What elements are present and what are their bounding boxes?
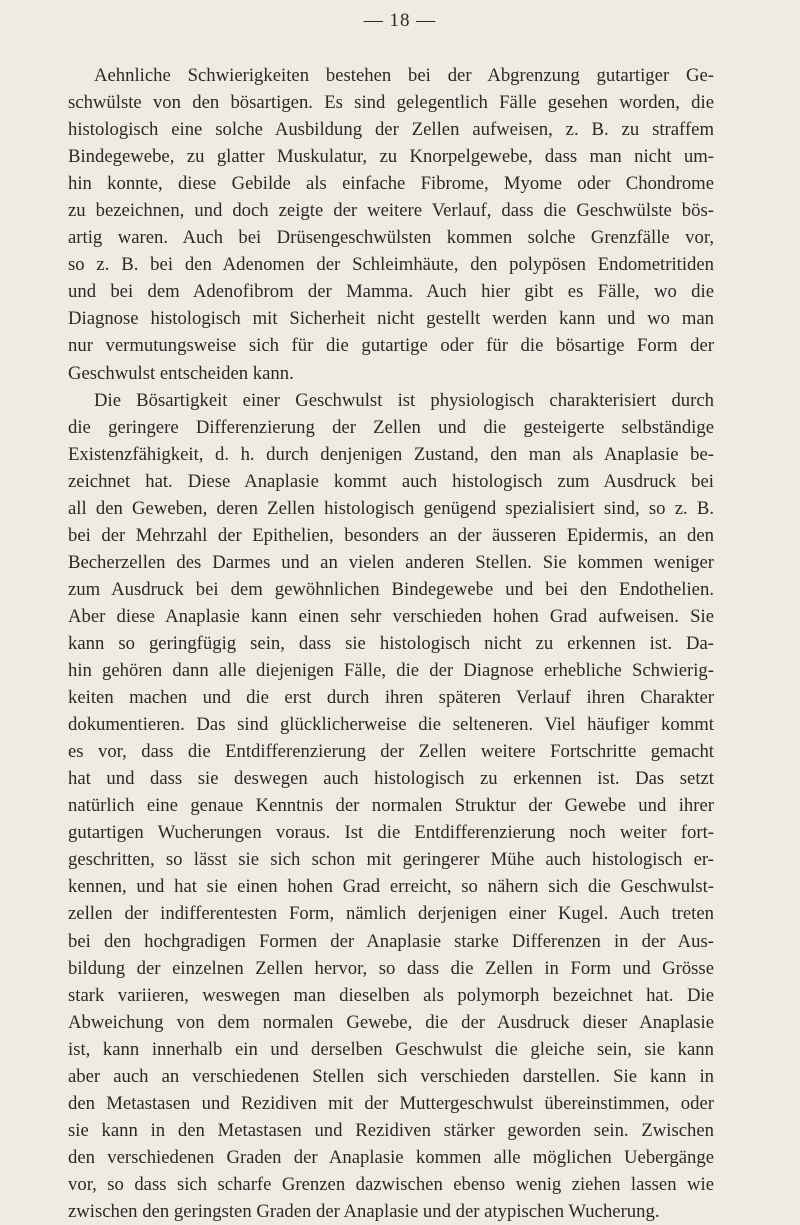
text-line: den Metastasen und Rezidiven mit der Muttergeschwulst übereinstimmen, oder	[68, 1092, 714, 1114]
paragraph	[68, 62, 714, 387]
text-line: zeichnet hat. Diese Anaplasie kommt auch histologisch zum Ausdruck bei	[68, 470, 714, 492]
page-number: — 18 —	[363, 10, 437, 31]
text-line: nur vermutungsweise sich für die gutartige oder für die bösartige Form der	[68, 335, 714, 357]
text-line: kann so geringfügig sein, dass sie histologisch nicht zu erkennen ist. Da-	[68, 632, 714, 654]
text-line: es vor, dass die Entdifferenzierung der Zellen weitere Fortschritte gemacht	[68, 741, 714, 763]
text-line: Geschwulst entscheiden kann.	[68, 362, 294, 384]
text-line: und bei dem Adenofibrom der Mamma. Auch hier gibt es Fälle, wo die	[68, 281, 714, 303]
text-line: all den Geweben, deren Zellen histologisch genügend spezialisiert sind, so z. B.	[68, 497, 714, 519]
text-line: Abweichung von dem normalen Gewebe, die der Ausdruck dieser Anaplasie	[68, 1011, 714, 1033]
text-line: sie kann in den Metastasen und Rezidiven stärker geworden sein. Zwischen	[68, 1119, 714, 1141]
text-line: gutartigen Wucherungen voraus. Ist die Entdifferenzierung noch weiter fort-	[68, 822, 714, 844]
text-line: hin gehören dann alle diejenigen Fälle, die der Diagnose erhebliche Schwierig-	[68, 660, 714, 682]
text-line: stark variieren, weswegen man dieselben als polymorph bezeichnet hat. Die	[68, 984, 714, 1006]
text-line: geschritten, so lässt sie sich schon mit geringerer Mühe auch histologisch er-	[68, 849, 714, 871]
text-line: vor, so dass sich scharfe Grenzen dazwischen ebenso wenig ziehen lassen wie	[68, 1173, 714, 1195]
text-line: Diagnose histologisch mit Sicherheit nicht gestellt werden kann und wo man	[68, 308, 714, 330]
text-line: zellen der indifferentesten Form, nämlich derjenigen einer Kugel. Auch treten	[68, 903, 714, 925]
text-line: Becherzellen des Darmes und an vielen anderen Stellen. Sie kommen weniger	[68, 551, 714, 573]
text-line: bei den hochgradigen Formen der Anaplasie starke Differenzen in der Aus-	[68, 930, 714, 952]
text-line: zu bezeichnen, und doch zeigte der weitere Verlauf, dass die Geschwülste bös-	[68, 200, 714, 222]
text-line: den verschiedenen Graden der Anaplasie kommen alle möglichen Uebergänge	[68, 1146, 714, 1168]
text-line: Existenzfähigkeit, d. h. durch denjenigen Zustand, den man als Anaplasie be-	[68, 443, 714, 465]
text-line: bei der Mehrzahl der Epithelien, besonders an der äusseren Epidermis, an den	[68, 524, 714, 546]
text-line: histologisch eine solche Ausbildung der Zellen aufweisen, z. B. zu straffem	[68, 119, 714, 141]
text-line: hin konnte, diese Gebilde als einfache Fibrome, Myome oder Chondrome	[68, 173, 714, 195]
text-line: Aber diese Anaplasie kann einen sehr verschieden hohen Grad aufweisen. Sie	[68, 605, 714, 627]
text-line: Bindegewebe, zu glatter Muskulatur, zu Knorpelgewebe, dass man nicht um-	[68, 146, 714, 168]
text-line: dokumentieren. Das sind glücklicherweise die selteneren. Viel häufiger kommt	[68, 714, 714, 736]
text-line: ist, kann innerhalb ein und derselben Geschwulst die gleiche sein, sie kann	[68, 1038, 714, 1060]
text-line: Aehnliche Schwierigkeiten bestehen bei der Abgrenzung gutartiger Ge-	[94, 65, 714, 86]
text-line: so z. B. bei den Adenomen der Schleimhäute, den polypösen Endometritiden	[68, 254, 714, 276]
text-line: bildung der einzelnen Zellen hervor, so dass die Zellen in Form und Grösse	[68, 957, 714, 979]
paragraph	[68, 387, 714, 1225]
text-line: keiten machen und die erst durch ihren späteren Verlauf ihren Charakter	[68, 687, 714, 709]
text-line: aber auch an verschiedenen Stellen sich verschieden darstellen. Sie kann in	[68, 1065, 714, 1087]
text-line: die geringere Differenzierung der Zellen und die gesteigerte selbständige	[68, 416, 714, 438]
text-line: kennen, und hat sie einen hohen Grad erreicht, so nähern sich die Geschwulst-	[68, 876, 714, 898]
text-line: zwischen den geringsten Graden der Anaplasie und der atypischen Wucherung.	[68, 1200, 660, 1222]
text-line: Die Bösartigkeit einer Geschwulst ist physiologisch charakterisiert durch	[94, 389, 714, 411]
text-line: natürlich eine genaue Kenntnis der normalen Struktur der Gewebe und ihrer	[68, 795, 714, 817]
text-line: hat und dass sie deswegen auch histologisch zu erkennen ist. Das setzt	[68, 768, 714, 790]
body-text	[68, 62, 714, 1225]
text-line: artig waren. Auch bei Drüsengeschwülsten kommen solche Grenzfälle vor,	[68, 227, 714, 249]
text-line: zum Ausdruck bei dem gewöhnlichen Bindegewebe und bei den Endothelien.	[68, 578, 714, 600]
text-line: schwülste von den bösartigen. Es sind gelegentlich Fälle gesehen worden, die	[68, 92, 714, 114]
